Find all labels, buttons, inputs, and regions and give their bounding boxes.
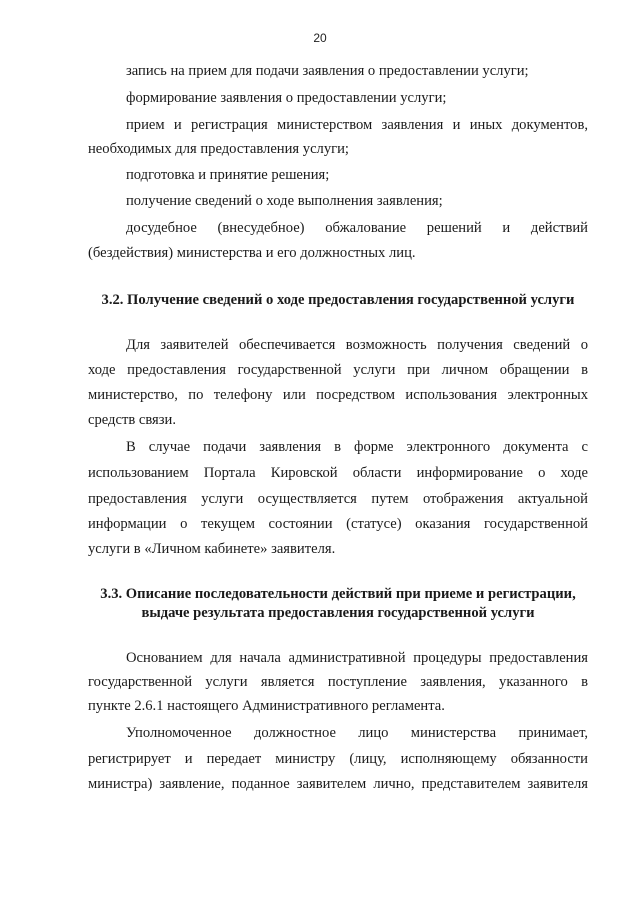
section-3-3-p1-line2: государственной услуги является поступление заявления, указанного в [88, 674, 588, 690]
list-item-appeal-line2: (бездействия) министерства и его должностных лиц. [88, 245, 416, 261]
list-item-form-application: формирование заявления о предоставлении услуги; [126, 90, 447, 106]
section-3-3-p2-line1: Уполномоченное должностное лицо министерства принимает, [126, 725, 588, 741]
list-item-appointment: запись на прием для подачи заявления о предоставлении услуги; [126, 63, 529, 79]
section-3-2-p2-line3: предоставления услуги осуществляется путем отображения актуальной [88, 491, 588, 507]
section-3-2-p2-line2: использованием Портала Кировской области информирование о ходе [88, 465, 588, 481]
list-item-appeal-line1: досудебное (внесудебное) обжалование решений и действий [126, 220, 588, 236]
section-3-3-p2-line3: министра) заявление, поданное заявителем лично, представителем заявителя [88, 776, 588, 792]
list-item-registration-line2: необходимых для предоставления услуги; [88, 141, 349, 157]
section-3-2-p2-line1: В случае подачи заявления в форме электронного документа с [126, 439, 588, 455]
section-3-2-p2-line5: услуги в «Личном кабинете» заявителя. [88, 541, 336, 557]
section-3-2-heading: 3.2. Получение сведений о ходе предоставления государственной услуги [101, 292, 575, 308]
section-3-2-p2-line4: информации о текущем состоянии (статусе) оказания государственной [88, 516, 588, 532]
list-item-registration-line1: прием и регистрация министерством заявления и иных документов, [126, 117, 588, 133]
list-item-status-info: получение сведений о ходе выполнения заявления; [126, 193, 443, 209]
section-3-2-p1-line2: ходе предоставления государственной услуги при личном обращении в [88, 362, 588, 378]
list-item-decision: подготовка и принятие решения; [126, 167, 330, 183]
section-3-3-heading-line2: выдаче результата предоставления государственной услуги [141, 605, 535, 621]
section-3-2-p1-line1: Для заявителей обеспечивается возможность получения сведений о [126, 337, 588, 353]
section-3-3-p1-line1: Основанием для начала административной процедуры предоставления [126, 650, 588, 666]
section-3-2-p1-line3: министерство, по телефону или посредством использования электронных [88, 387, 588, 403]
page-number: 20 [313, 31, 327, 45]
section-3-3-p2-line2: регистрирует и передает министру (лицу, исполняющему обязанности [88, 751, 588, 767]
section-3-2-p1-line4: средств связи. [88, 412, 176, 428]
section-3-3-heading-line1: 3.3. Описание последовательности действий при приеме и регистрации, [100, 586, 576, 602]
section-3-3-p1-line3: пункте 2.6.1 настоящего Административного регламента. [88, 698, 445, 714]
